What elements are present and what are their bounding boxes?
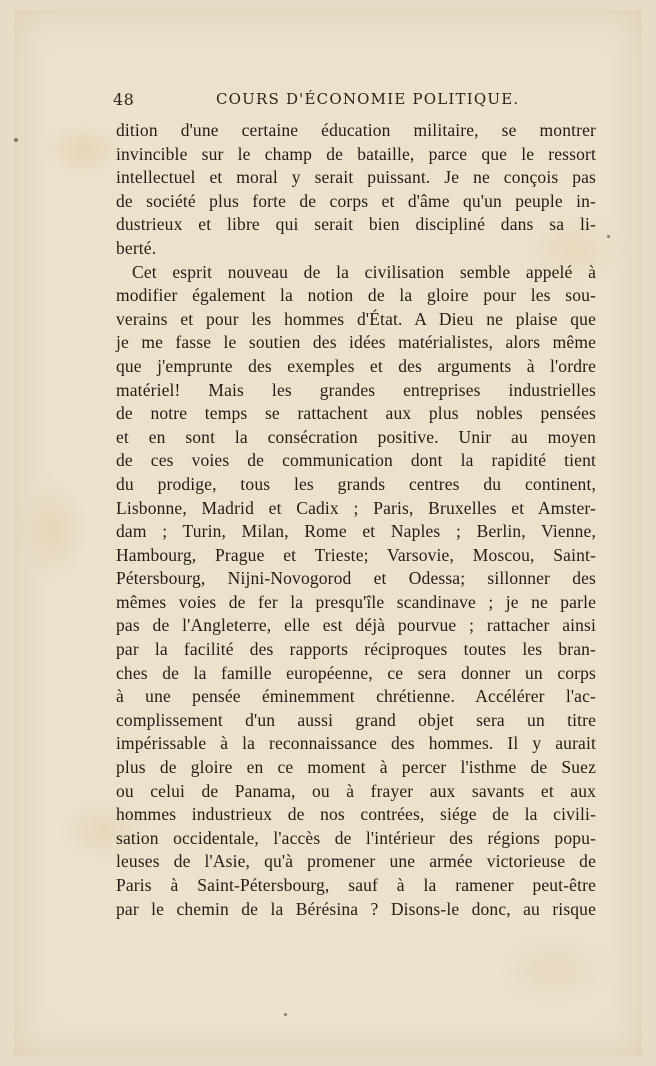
- text-line: de ces voies de communication dont la rapidité tient: [116, 450, 596, 471]
- text-line: Hambourg, Prague et Trieste; Varsovie, Moscou, Saint-: [116, 544, 596, 565]
- text-line: pas de l'Angleterre, elle est déjà pourvue ; rattacher ainsi: [116, 615, 596, 636]
- text-line: dition d'une certaine éducation militaire, se montrer: [116, 120, 596, 140]
- text-line: dustrieux et libre qui serait bien discipliné dans sa li-: [116, 214, 596, 235]
- text-line: sation occidentale, l'accès de l'intérieur des régions popu-: [116, 827, 596, 848]
- ink-spot: [607, 235, 610, 238]
- text-line: Paris à Saint-Pétersbourg, sauf à la ramener peut-être: [116, 875, 596, 895]
- text-line: ches de la famille européenne, ce sera donner un corps: [116, 662, 596, 683]
- text-line: du prodige, tous les grands centres du continent,: [116, 473, 596, 494]
- text-line: et en sont la consécration positive. Unir au moyen: [116, 426, 596, 447]
- text-line: je me fasse le soutien des idées matérialistes, alors même: [116, 332, 596, 353]
- text-line: plus de gloire en ce moment à percer l'isthme de Suez: [116, 757, 596, 778]
- text-line: intellectuel et moral y serait puissant. Je ne conçois pas: [116, 167, 596, 188]
- text-line: impérissable à la reconnaissance des hommes. Il y aurait: [116, 733, 596, 754]
- ink-spot: [14, 138, 18, 142]
- text-line: Pétersbourg, Nijni-Novogorod et Odessa; sillonner des: [116, 568, 596, 589]
- text-line: de notre temps se rattachent aux plus nobles pensées: [116, 403, 596, 424]
- body-text: [116, 119, 596, 921]
- running-title: COURS D'ÉCONOMIE POLITIQUE.: [216, 90, 520, 108]
- text-line: à une pensée éminemment chrétienne. Accélérer l'ac-: [116, 686, 596, 707]
- text-line: mêmes voies de fer la presqu'île scandinave ; je ne parle: [116, 591, 596, 612]
- text-line: berté.: [116, 237, 157, 258]
- text-line: par la facilité des rapports réciproques toutes les bran-: [116, 639, 596, 660]
- ink-spot: [284, 1013, 287, 1016]
- text-line: Cet esprit nouveau de la civilisation semble appelé à: [132, 261, 596, 282]
- text-line: hommes industrieux de nos contrées, siége de la civili-: [116, 804, 596, 825]
- text-line: invincible sur le champ de bataille, parce que le ressort: [116, 143, 596, 164]
- text-line: dam ; Turin, Milan, Rome et Naples ; Berlin, Vienne,: [116, 521, 596, 542]
- text-line: de société plus forte de corps et d'âme qu'un peuple in-: [116, 190, 596, 211]
- text-line: que j'emprunte des exemples et des arguments à l'ordre: [116, 355, 596, 376]
- text-line: verains et pour les hommes d'État. A Dieu ne plaise que: [116, 308, 596, 329]
- text-line: complissement d'un aussi grand objet sera un titre: [116, 709, 596, 730]
- text-line: Lisbonne, Madrid et Cadix ; Paris, Bruxelles et Amster-: [116, 497, 596, 518]
- page-header: [113, 84, 593, 112]
- text-line: leuses de l'Asie, qu'à promener une armée victorieuse de: [116, 851, 596, 872]
- text-line: ou celui de Panama, ou à frayer aux savants et aux: [116, 780, 596, 801]
- text-line: matériel! Mais les grandes entreprises industrielles: [116, 379, 596, 400]
- page-number: 48: [113, 90, 135, 109]
- text-line: modifier également la notion de la gloire pour les sou-: [116, 285, 596, 306]
- text-line: par le chemin de la Bérésina ? Disons-le donc, au risque: [116, 898, 596, 919]
